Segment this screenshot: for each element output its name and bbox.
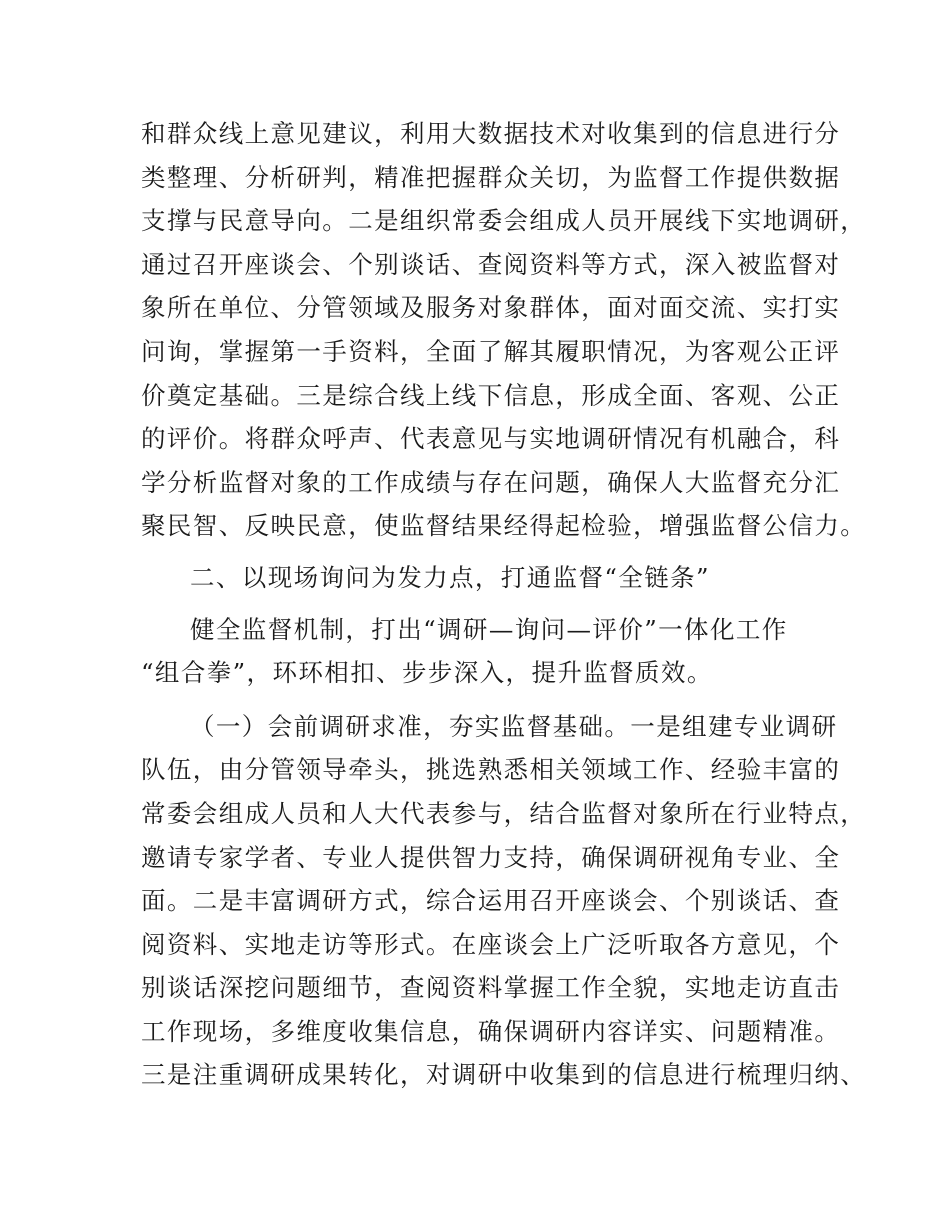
body-text xyxy=(141,112,867,1097)
text-line: 邀请专家学者、专业人提供智力支持，确保调研视角专业、全 xyxy=(141,842,841,872)
text-line: 阅资料、实地走访等形式。在座谈会上广泛听取各方意见，个 xyxy=(141,929,841,959)
text-line: 常委会组成人员和人大代表参与，结合监督对象所在行业特点， xyxy=(141,798,867,828)
text-line: 的评价。将群众呼声、代表意见与实地调研情况有机融合，科 xyxy=(141,424,841,454)
text-line: 面。二是丰富调研方式，综合运用召开座谈会、个别谈话、查 xyxy=(141,886,841,916)
text-line: 三是注重调研成果转化，对调研中收集到的信息进行梳理归纳、 xyxy=(141,1060,867,1090)
text-line: 象所在单位、分管领域及服务对象群体，面对面交流、实打实 xyxy=(141,293,841,323)
text-line: 和群众线上意见建议，利用大数据技术对收集到的信息进行分 xyxy=(141,119,841,148)
text-line: 别谈话深挖问题细节，查阅资料掌握工作全貌，实地走访直击 xyxy=(141,973,841,1003)
text-line: 类整理、分析研判，精准把握群众关切，为监督工作提供数据 xyxy=(141,162,841,192)
text-line: 工作现场，多维度收集信息，确保调研内容详实、问题精准。 xyxy=(141,1016,841,1046)
text-line: 价奠定基础。三是综合线上线下信息，形成全面、客观、公正 xyxy=(141,380,841,410)
text-line: 队伍，由分管领导牵头，挑选熟悉相关领域工作、经验丰富的 xyxy=(141,755,841,785)
text-line: 支撑与民意导向。二是组织常委会组成人员开展线下实地调研， xyxy=(141,206,867,236)
text-line: 学分析监督对象的工作成绩与存在问题，确保人大监督充分汇 xyxy=(141,467,841,497)
text-line: 健全监督机制，打出“调研—询问—评价”一体化工作 xyxy=(190,614,788,644)
text-line: 问询，掌握第一手资料，全面了解其履职情况，为客观公正评 xyxy=(141,336,841,366)
text-line: 通过召开座谈会、个别谈话、查阅资料等方式，深入被监督对 xyxy=(141,249,841,279)
subsection-paragraph-start: （一）会前调研求准，夯实监督基础。一是组建专业调研 xyxy=(190,711,838,741)
section-heading: 二、以现场询问为发力点，打通监督“全链条” xyxy=(190,562,710,592)
text-line: 聚民智、反映民意，使监督结果经得起检验，增强监督公信力。 xyxy=(141,511,867,541)
text-line: “组合拳”，环环相扣、步步深入，提升监督质效。 xyxy=(141,658,713,688)
